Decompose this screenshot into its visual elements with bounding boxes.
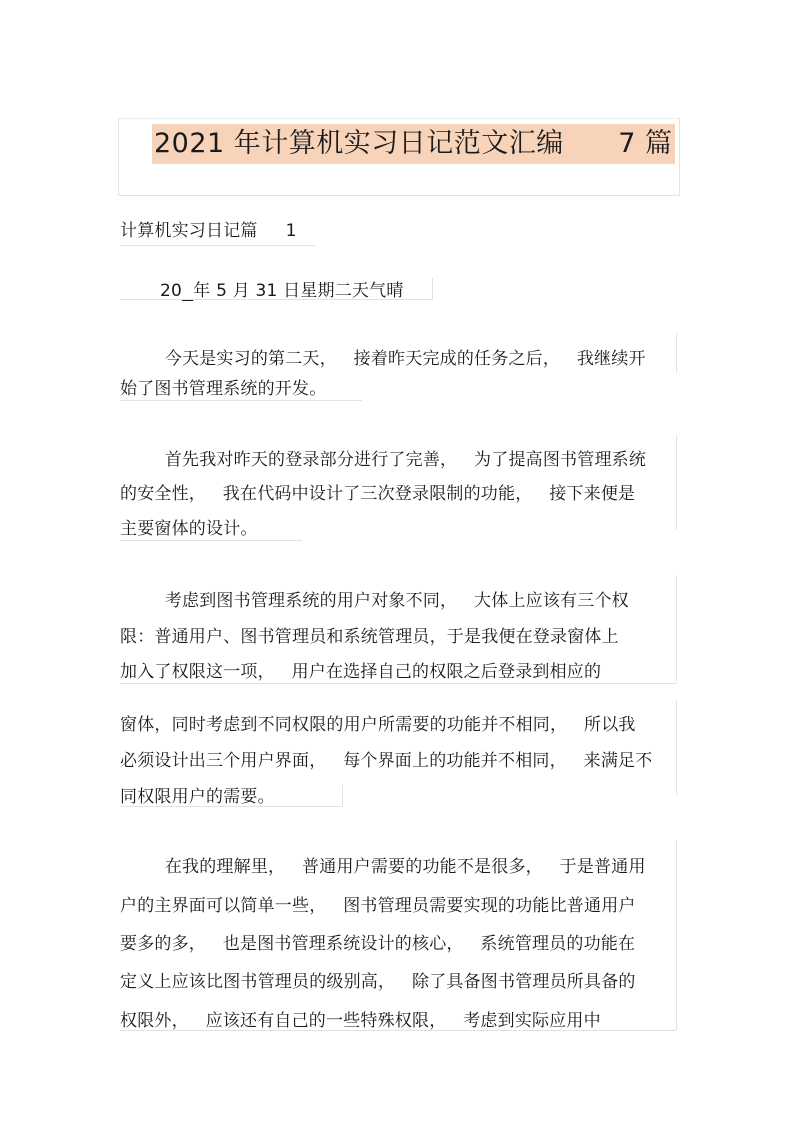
body-line: 必须设计出三个用户界面， 每个界面上的功能并不相同， 来满足不 xyxy=(120,751,653,771)
divider xyxy=(432,278,433,300)
divider xyxy=(342,785,343,806)
body-line: 始了图书管理系统的开发。 xyxy=(120,379,327,399)
divider xyxy=(676,575,677,683)
date-year-prefix: 20 xyxy=(160,281,183,301)
divider xyxy=(120,806,342,807)
body-line: 的安全性， 我在代码中设计了三次登录限制的功能， 接下来便是 xyxy=(120,484,636,504)
divider xyxy=(676,435,677,530)
date-rest: 年 5 月 31 日星期二天气晴 xyxy=(193,281,404,301)
body-line: 限：普通用户、图书管理员和系统管理员，于是我便在登录窗体上 xyxy=(120,627,619,647)
body-line: 主要窗体的设计。 xyxy=(120,519,258,539)
body-line: 考虑到图书管理系统的用户对象不同， 大体上应该有三个权 xyxy=(120,591,629,611)
document-title: 2021 年计算机实习日记范文汇编 7 篇 xyxy=(152,124,675,164)
divider xyxy=(120,299,432,300)
body-line: 权限外， 应该还有自己的一些特殊权限， 考虑到实际应用中 xyxy=(120,1011,601,1031)
divider xyxy=(120,1030,676,1031)
date-blank xyxy=(182,281,193,301)
body-line: 窗体，同时考虑到不同权限的用户所需要的功能并不相同， 所以我 xyxy=(120,715,636,735)
divider xyxy=(120,540,302,541)
divider xyxy=(120,245,315,246)
divider xyxy=(676,700,677,795)
body-line: 要多的多， 也是图书管理系统设计的核心， 系统管理员的功能在 xyxy=(120,934,636,954)
body-line: 定义上应该比图书管理员的级别高， 除了具备图书管理员所具备的 xyxy=(120,972,636,992)
section-heading: 计算机实习日记篇 1 xyxy=(120,221,297,241)
body-line: 今天是实习的第二天， 接着昨天完成的任务之后， 我继续开 xyxy=(120,349,646,369)
divider xyxy=(676,840,677,1030)
body-line: 首先我对昨天的登录部分进行了完善， 为了提高图书管理系统 xyxy=(120,450,647,470)
divider xyxy=(676,333,677,373)
body-line: 同权限用户的需要。 xyxy=(120,787,275,807)
body-line: 加入了权限这一项， 用户在选择自己的权限之后登录到相应的 xyxy=(120,662,602,682)
body-line: 户的主界面可以简单一些， 图书管理员需要实现的功能比普通用户 xyxy=(120,896,636,916)
divider xyxy=(120,400,362,401)
body-line: 在我的理解里， 普通用户需要的功能不是很多， 于是普通用 xyxy=(120,857,646,877)
divider xyxy=(120,683,676,684)
